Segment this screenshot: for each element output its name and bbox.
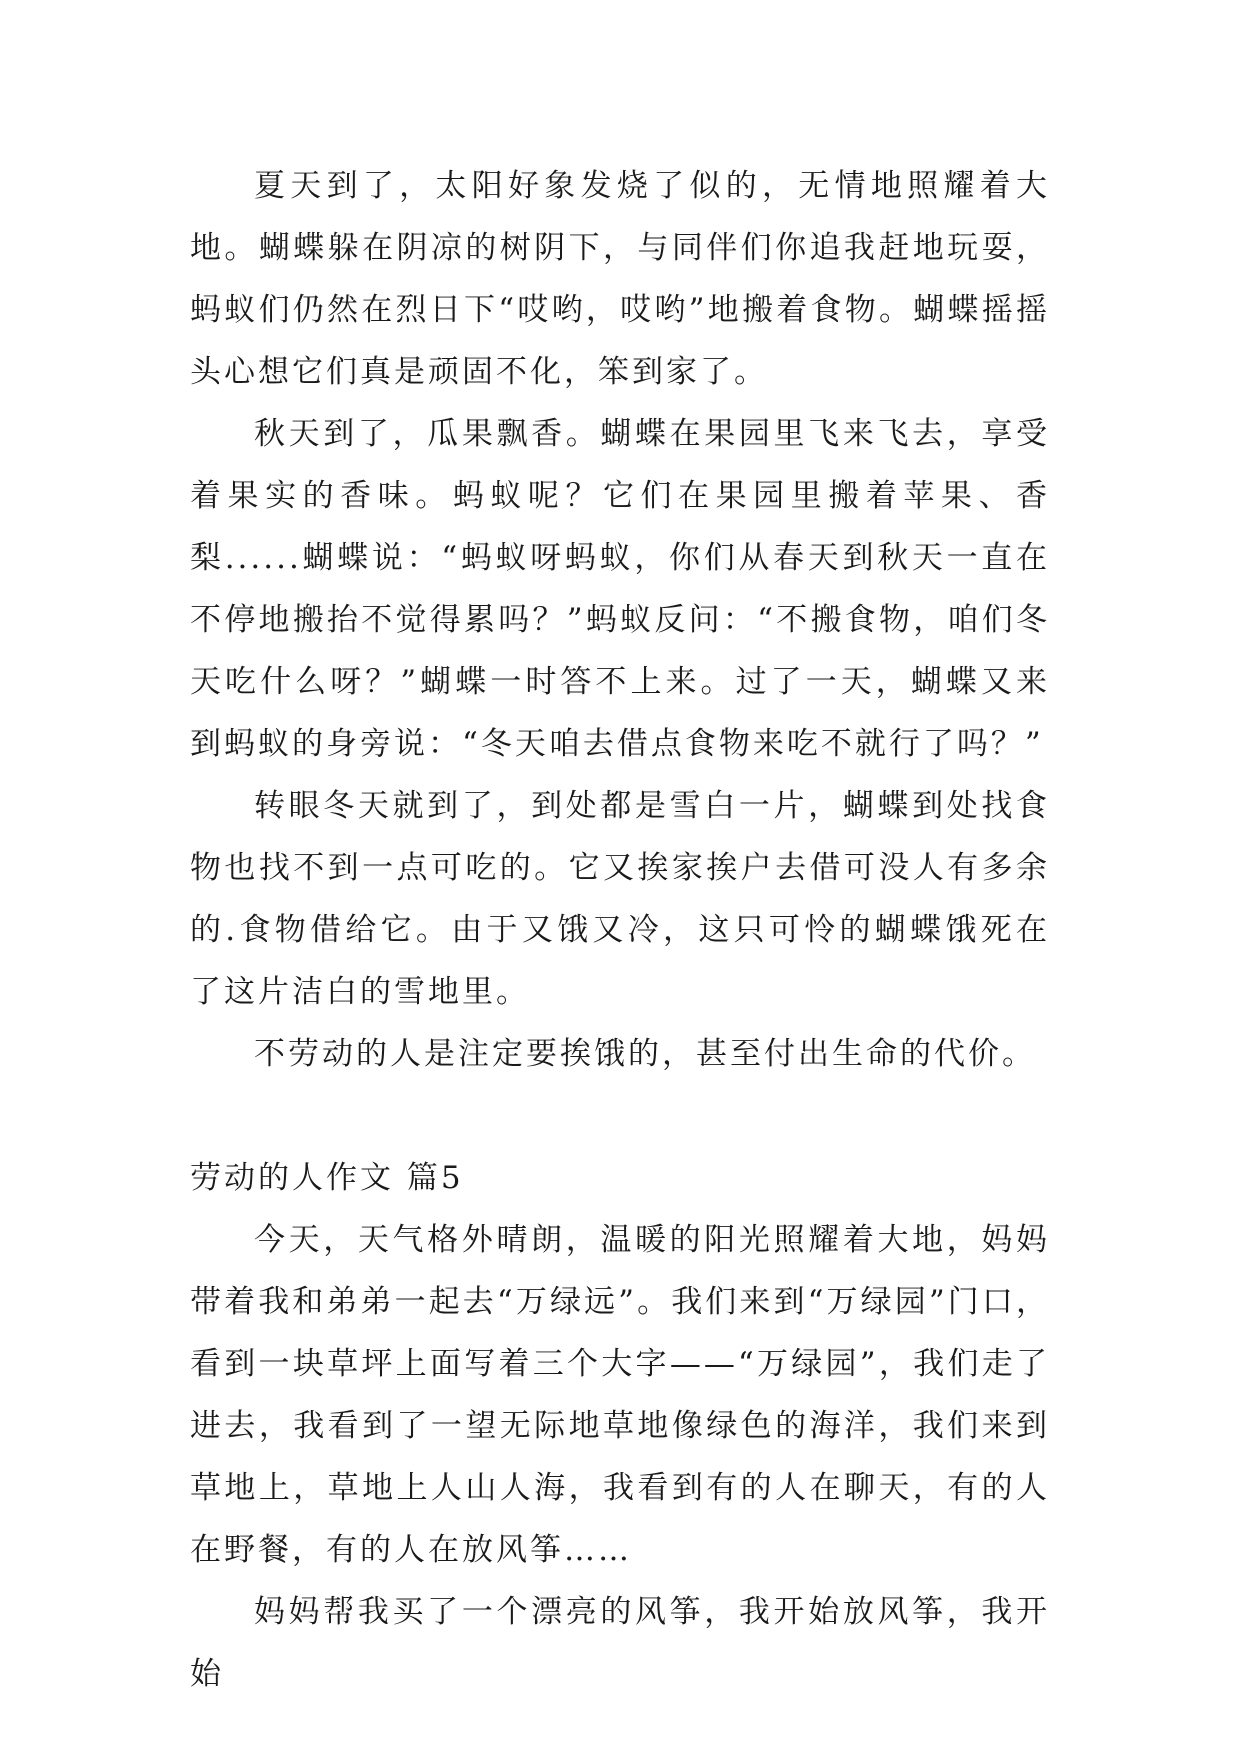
document-body	[190, 155, 1050, 1705]
paragraph-autumn: 秋天到了，瓜果飘香。蝴蝶在果园里飞来飞去，享受着果实的香味。蚂蚁呢？它们在果园里搬着苹果、香梨......蝴蝶说：“蚂蚁呀蚂蚁，你们从春天到秋天一直在不停地搬抬不觉得累吗？”蚂蚁反问：“不搬食物，咱们冬天吃什么呀？”蝴蝶一时答不上来。过了一天，蝴蝶又来到蚂蚁的身旁说：“冬天咱去借点食物来吃不就行了吗？”	[190, 416, 1050, 762]
section-heading: 劳动的人作文 篇5	[190, 1160, 464, 1196]
paragraph-summer: 夏天到了，太阳好象发烧了似的，无情地照耀着大地。蝴蝶躲在阴凉的树阴下，与同伴们你追我赶地玩耍，蚂蚁们仍然在烈日下“哎哟，哎哟”地搬着食物。蝴蝶摇摇头心想它们真是顽固不化，笨到家了。	[190, 168, 1050, 390]
paragraph-moral: 不劳动的人是注定要挨饿的，甚至付出生命的代价。	[254, 1036, 1036, 1072]
paragraph-park: 今天，天气格外晴朗，温暖的阳光照耀着大地，妈妈带着我和弟弟一起去“万绿远”。我们来到“万绿园”门口，看到一块草坪上面写着三个大字——“万绿园”，我们走了进去，我看到了一望无际地草地像绿色的海洋，我们来到草地上，草地上人山人海，我看到有的人在聊天，有的人在野餐，有的人在放风筝……	[190, 1222, 1050, 1568]
paragraph-kite: 妈妈帮我买了一个漂亮的风筝，我开始放风筝，我开始	[190, 1594, 1050, 1692]
paragraph-winter: 转眼冬天就到了，到处都是雪白一片，蝴蝶到处找食物也找不到一点可吃的。它又挨家挨户去借可没人有多余的.食物借给它。由于又饿又冷，这只可怜的蝴蝶饿死在了这片洁白的雪地里。	[190, 788, 1050, 1010]
